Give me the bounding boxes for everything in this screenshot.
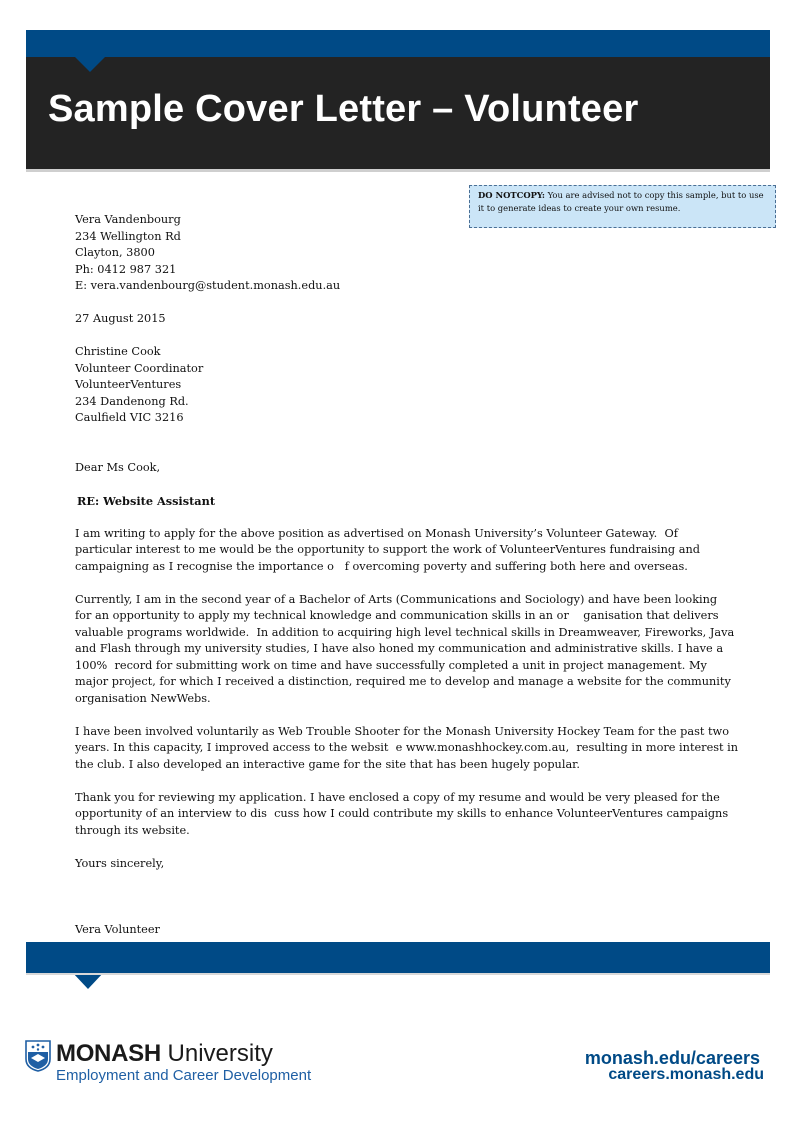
sender-email: E: vera.vandenbourg@student.monash.edu.au bbox=[75, 279, 341, 292]
recipient-name: Christine Cook bbox=[75, 345, 161, 358]
recipient-street: 234 Dandenong Rd. bbox=[75, 394, 189, 408]
signature: Vera Volunteer bbox=[75, 922, 160, 936]
sender-street: 234 Wellington Rd bbox=[75, 229, 181, 243]
footer-shadow bbox=[26, 973, 770, 975]
note-text: You are advised not to copy this sample, but to use it to generate ideas to create your own resume. bbox=[478, 190, 764, 213]
sender-name: Vera Vandenbourg bbox=[75, 213, 181, 226]
sender-phone: Ph: 0412 987 321 bbox=[75, 262, 177, 276]
monash-university-wordmark bbox=[56, 1040, 273, 1068]
recipient-title: Volunteer Coordinator bbox=[75, 361, 204, 375]
closing: Yours sincerely, bbox=[75, 856, 165, 870]
paragraph-2-line: Currently, I am in the second year of a Bachelor of Arts (Communications and Sociology) and have been looking bbox=[75, 592, 718, 606]
sender-suburb: Clayton, 3800 bbox=[75, 246, 155, 259]
paragraph-4-line: Thank you for reviewing my application. I have enclosed a copy of my resume and would be very pleased for the bbox=[75, 790, 720, 804]
paragraph-2-line: 100% record for submitting work on time and have successfully completed a unit in project management. My bbox=[75, 658, 707, 672]
header-shadow bbox=[26, 169, 770, 172]
salutation: Dear Ms Cook, bbox=[75, 460, 161, 474]
careers-link-secondary[interactable]: careers.monash.edu bbox=[608, 1066, 764, 1083]
paragraph-1-line: I am writing to apply for the above position as advertised on Monash University’s Volunteer Gateway. Of bbox=[75, 526, 678, 540]
paragraph-2-line: organisation NewWebs. bbox=[75, 691, 211, 705]
paragraph-2-line: for an opportunity to apply my technical knowledge and communication skills in an or ganisation that delivers bbox=[75, 609, 719, 622]
wordmark-university: University bbox=[160, 1040, 273, 1067]
page-title: Sample Cover Letter – Volunteer bbox=[48, 88, 639, 130]
header-top-bar bbox=[26, 30, 770, 57]
header-arrow-icon bbox=[74, 56, 106, 72]
paragraph-1-line: campaigning as I recognise the importance o f overcoming poverty and suffering both here and overseas. bbox=[75, 559, 688, 573]
letter-date: 27 August 2015 bbox=[75, 312, 166, 325]
letter-body bbox=[75, 212, 739, 938]
paragraph-2-line: major project, for which I received a distinction, required me to develop and manage a website for the community bbox=[75, 675, 731, 688]
recipient-org: VolunteerVentures bbox=[75, 378, 182, 391]
paragraph-4-line: through its website. bbox=[75, 823, 190, 837]
wordmark-monash: MONASH bbox=[56, 1040, 161, 1067]
subject-line: RE: Website Assistant bbox=[77, 493, 216, 508]
footer-bar bbox=[26, 942, 770, 973]
note-bold-label: DO NOTCOPY: bbox=[478, 190, 545, 200]
paragraph-4-line: opportunity of an interview to dis cuss how I could contribute my skills to enhance VolunteerVentures campaigns bbox=[75, 807, 729, 820]
department-name: Employment and Career Development bbox=[56, 1067, 312, 1084]
recipient-suburb: Caulfield VIC 3216 bbox=[75, 411, 184, 424]
paragraph-3-line: I have been involved voluntarily as Web Trouble Shooter for the Monash University Hockey Team for the past two bbox=[75, 724, 730, 738]
careers-link-primary[interactable]: monash.edu/careers bbox=[584, 1048, 760, 1068]
paragraph-3-line: the club. I also developed an interactive game for the site that has been hugely popular. bbox=[75, 757, 580, 771]
monash-crest-icon bbox=[25, 1040, 51, 1072]
paragraph-2-line: valuable programs worldwide. In addition to acquiring high level technical skills in Dreamweaver, Fireworks, Java bbox=[75, 625, 735, 639]
paragraph-2-line: and Flash through my university studies, I have also honed my communication and administrative skills. I have a bbox=[75, 642, 724, 655]
paragraph-1-line: particular interest to me would be the opportunity to support the work of VolunteerVentures fundraising and bbox=[75, 543, 700, 556]
paragraph-3-line: years. In this capacity, I improved access to the websit e www.monashhockey.com.au, resulting in more interest in bbox=[75, 741, 739, 754]
